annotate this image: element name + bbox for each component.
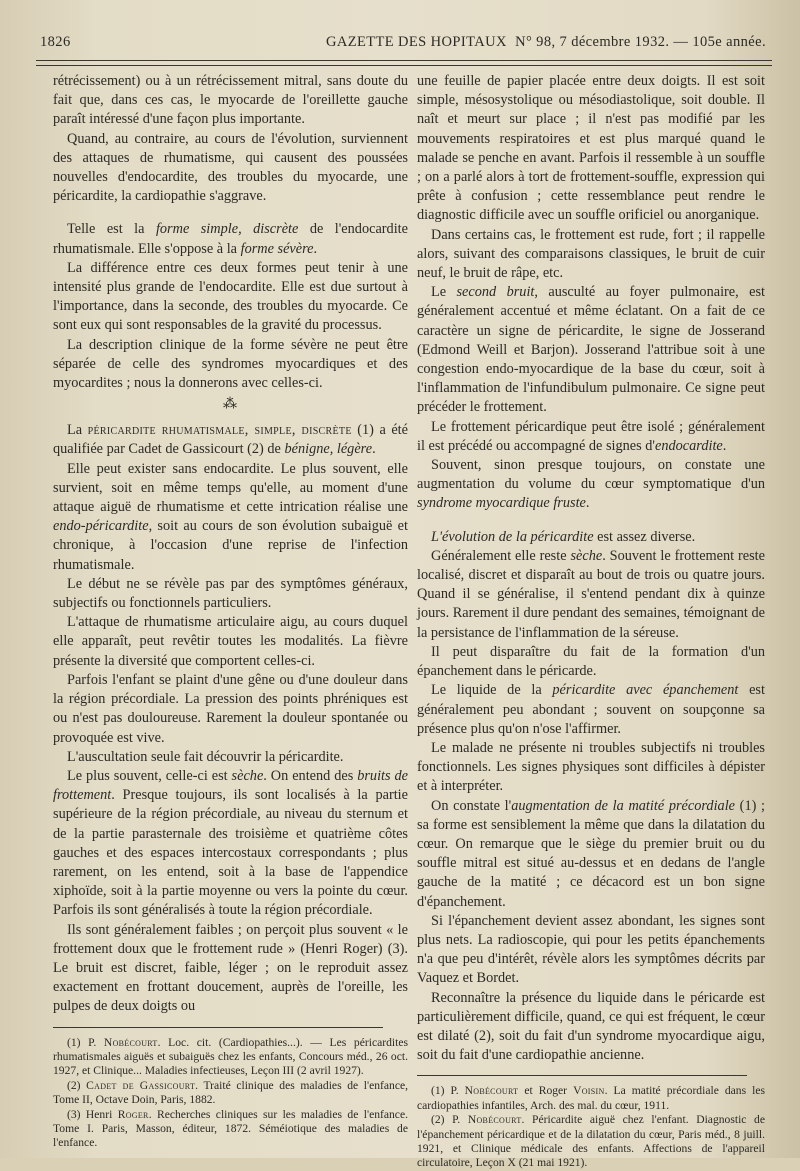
paragraph: Si l'épanchement devient assez abondant, les signes sont plus nets. La radioscopie, qui pour les petits épanchements n'a que peu d'intérêt, révèle alors les symptômes décrits par Vaquez et Bordet. (417, 912, 765, 987)
paragraph: Quand, au contraire, au cours de l'évolution, surviennent des attaques de rhumatisme, qui causent des poussées nouvelles d'endocardite, des troubles du myocarde, une péricardite, la cardiopathie s'aggrave. (53, 130, 408, 205)
page-number: 1826 (40, 34, 71, 50)
paragraph: Telle est la forme simple, discrète de l'endocardite rhumatismale. Elle s'oppose à la forme sévère. (53, 221, 408, 257)
section-asterism: ⁂ (223, 397, 238, 413)
footnote: (2) Cadet de Gassicourt. Traité clinique des maladies de l'enfance, Tome II, Octave Doin, Paris, 1882. (53, 1078, 409, 1107)
footnote: (1) P. Nobécourt et Roger Voisin. La matité précordiale dans les cardiopathies infantiles, Arch. des mal. du cœur, 1911. (417, 1084, 765, 1112)
journal-title: GAZETTE DES HOPITAUX (326, 34, 507, 50)
paragraph: rétrécissement) ou à un rétrécissement mitral, sans doute du fait que, dans ces cas, le myocarde de l'oreillette gauche paraît intéressé d'une façon plus importante. (53, 73, 408, 128)
paragraph: La description clinique de la forme sévère ne peut être séparée de celle des syndromes myocardiques et des myocardites ; nous la donnerons avec celles-ci. (53, 336, 408, 392)
paragraph: Le liquide de la péricardite avec épanchement est généralement peu abondant ; souvent on soupçonne sa présence plus qu'on n'ose l'affirmer. (417, 682, 765, 737)
paragraph: L'évolution de la péricardite est assez diverse. (431, 528, 696, 545)
issue-line: N° 98, 7 décembre 1932. — 105e année. (515, 34, 766, 50)
page-header (36, 34, 770, 56)
paragraph: On constate l'augmentation de la matité précordiale (1) ; sa forme est sensiblement la même que dans la dilatation du cœur. On remarque que le siège du premier bruit ou du souffle mitral est situé au-dessus et en dedans de l'angle gauche de la matité ; ce décacord est un bon signe d'épanchement. (417, 797, 765, 910)
right-column (417, 72, 765, 1171)
paragraph: Reconnaître la présence du liquide dans le péricarde est particulièrement difficile, quand, ce qui est fréquent, le cœur est dilaté (2), soit du fait d'un syndrome myocardique aigu, soit du fait d'une cardiopathie ancienne. (417, 989, 765, 1064)
paragraph: Généralement elle reste sèche. Souvent le frottement reste localisé, discret et disparaît au bout de trois ou quatre jours. Quand il se généralise, il s'entend pendant dix à quinze jours. Rarement il dure pendant des semaines, témoignant de la persistance de l'inflammation de la séreuse. (417, 547, 765, 641)
paragraph: Le second bruit, ausculté au foyer pulmonaire, est généralement accentué et même éclatant. On a fait de ce caractère un signe de péricardite, le signe de Josserand (Edmond Weill et Barjon). Josserand l'attribue soit à une congestion endo-myocardique de la base du cœur, soit à l'inflammation de l'infundibulum pulmonaire. Ce signe peut précéder le frottement. (417, 284, 765, 416)
paragraph: La différence entre ces deux formes peut tenir à une intensité plus grande de l'endocardite. Elle est due surtout à l'importance, dans la seconde, des troubles du myocarde. Ce sont eux qui sont responsables de la gravité du processus. (53, 259, 408, 334)
paragraph: Il peut disparaître du fait de la formation d'un épanchement dans le péricarde. (417, 643, 765, 680)
left-column (53, 72, 408, 1151)
paragraph: La péricardite rhumatismale, simple, discrète (1) a été qualifiée par Cadet de Gassicourt (2) de bénigne, légère. (53, 422, 408, 458)
footnote-separator (53, 1027, 383, 1028)
footnote: (1) P. Nobécourt. Loc. cit. (Cardiopathies...). — Les péricardites rhumatismales aiguës et subaiguës chez les enfants, Concours méd., 26 oct. 1927, et Clinique... Maladies infectieuses, Leçon III (2 avril 1927). (53, 1035, 408, 1078)
paragraph: L'auscultation seule fait découvrir la péricardite. (67, 748, 344, 765)
paragraph: Elle peut exister sans endocardite. Le plus souvent, elle survient, soit en même temps qu'elle, au moment d'une attaque aiguë de rhumatisme et cette intrication réalise une endo-péricardite, soit au cours de son évolution subaiguë et chronique, à l'occasion d'une reprise de l'infection rhumatismale. (53, 460, 408, 573)
paragraph: Le malade ne présente ni troubles subjectifs ni troubles fonctionnels. Les signes physiques sont difficiles à dépister et à interpréter. (417, 739, 765, 795)
paragraph: Le frottement péricardique peut être isolé ; généralement il est précédé ou accompagné de signes d'endocardite. (417, 418, 765, 454)
paragraph: Le début ne se révèle pas par des symptômes généraux, subjectifs ou fonctionnels particuliers. (53, 575, 408, 612)
footnote: (2) P. Nobécourt. Péricardite aiguë chez l'enfant. Diagnostic de l'épanchement péricardique et de la dilatation du cœur, Paris méd., 8 juill. 1921, et Clinique médicale des enfants. Affections de l'appareil circulatoire, Leçon X (21 mai 1921). (417, 1113, 765, 1170)
paragraph: Dans certains cas, le frottement est rude, fort ; il rappelle alors, suivant des comparaisons classiques, le bruit de cuir neuf, le bruit de râpe, etc. (417, 226, 765, 282)
paragraph: une feuille de papier placée entre deux doigts. Il est soit simple, mésosystolique ou mésodiastolique, soit double. Il naît et meurt sur place ; il n'est pas modifié par les mouvements respiratoires et est plus marqué quand le malade se penche en avant. Parfois il ressemble à un souffle ; on a parlé alors à tort de frottement-souffle, expression qui prête à confusion ; cette ressemblance peut rendre le diagnostic difficile avec un souffle orificiel ou anorganique. (417, 73, 765, 224)
paragraph: Ils sont généralement faibles ; on perçoit plus souvent « le frottement doux que le frottement rude » (Henri Roger) (3). Le bruit est discret, faible, léger ; on le reproduit assez exactement en frottant doucement, auprès de l'oreille, les pulpes de deux doigts ou (53, 921, 408, 1015)
paragraph: Le plus souvent, celle-ci est sèche. On entend des bruits de frottement. Presque toujours, ils sont localisés à la partie supérieure de la région précordiale, au niveau du sternum et de la partie parasternale des troisième et quatrième côtes gauches et des espaces intercostaux correspondants ; plus rarement, on les entend, soit à la base de l'appendice xiphoïde, soit à la partie moyenne ou vers la pointe du cœur. Parfois ils sont généralisés à toute la région précordiale. (53, 767, 409, 919)
paragraph: Parfois l'enfant se plaint d'une gêne ou d'une douleur dans la région précordiale. La pression des points phréniques est ou n'est pas douloureuse. Rarement la douleur spontanée ou provoquée est vive. (53, 671, 408, 746)
footnote: (3) Henri Roger. Recherches cliniques sur les maladies de l'enfance. Tome I. Paris, Masson, éditeur, 1872. Séméiotique des maladies de l'enfance. (53, 1107, 408, 1150)
paragraph: Souvent, sinon presque toujours, on constate une augmentation du volume du cœur symptomatique d'un syndrome myocardique fruste. (417, 457, 765, 512)
footnote-separator (417, 1075, 747, 1076)
header-rule-bottom (36, 65, 772, 66)
header-rule-top (36, 60, 772, 61)
paragraph: L'attaque de rhumatisme articulaire aigu, au cours duquel elle apparaît, peut revêtir toutes les modalités. La fièvre présente la diversité que comportent celles-ci. (53, 614, 408, 669)
